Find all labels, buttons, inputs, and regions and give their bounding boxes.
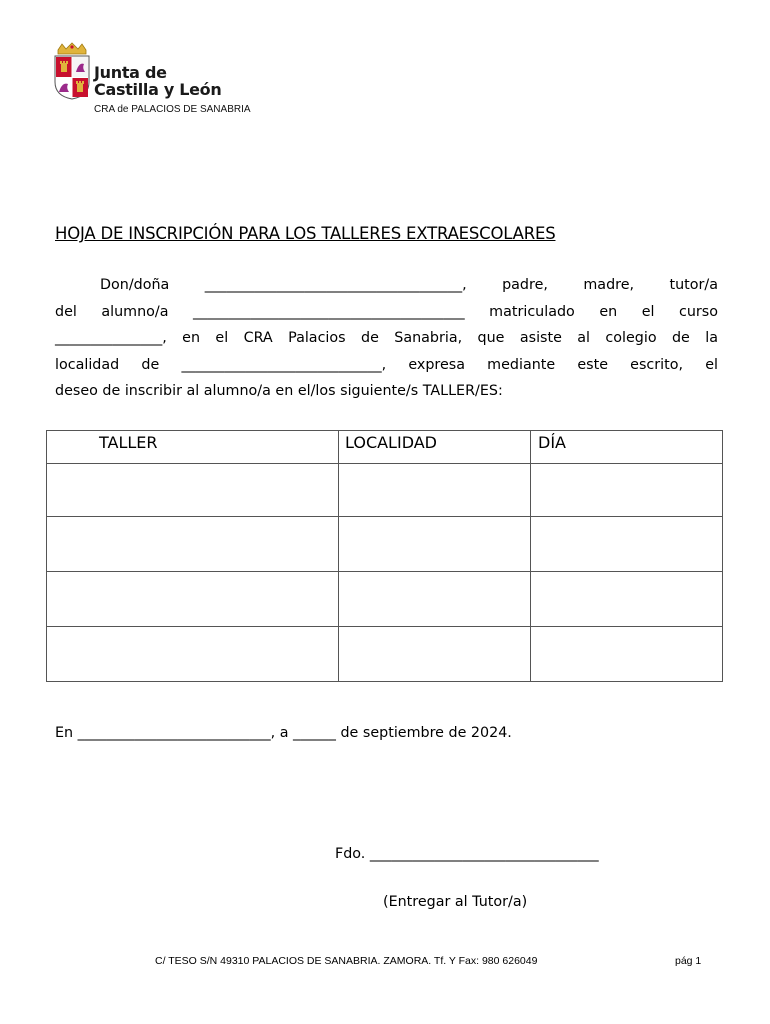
- dia-cell[interactable]: [531, 627, 723, 682]
- localidad-cell[interactable]: [339, 517, 531, 572]
- column-header-taller: TALLER: [47, 431, 339, 464]
- place-date-line: En ___________________________, a ______ de septiembre de 2024.: [55, 725, 512, 741]
- taller-cell[interactable]: [47, 517, 339, 572]
- table-row: [47, 517, 723, 572]
- paragraph-line: localidad de ____________________________, expresa mediante este escrito, el: [55, 356, 718, 373]
- table-header-row: [47, 431, 723, 464]
- school-name: CRA de PALACIOS DE SANABRIA: [94, 104, 251, 115]
- paragraph-line: Don/doña ____________________________________, padre, madre, tutor/a: [100, 277, 718, 293]
- paragraph-line: del alumno/a ______________________________________ matriculado en el curso: [55, 303, 718, 320]
- enrollment-paragraph: [55, 272, 718, 405]
- junta-castilla-leon-shield-icon: [52, 42, 92, 100]
- logo-line-2: Castilla y León: [94, 80, 222, 99]
- table-row: [47, 572, 723, 627]
- logo-line-1: Junta de: [94, 63, 167, 82]
- taller-cell[interactable]: [47, 464, 339, 517]
- column-header-dia: DÍA: [531, 431, 723, 464]
- table-row: [47, 627, 723, 682]
- localidad-cell[interactable]: [339, 572, 531, 627]
- localidad-cell[interactable]: [339, 627, 531, 682]
- dia-cell[interactable]: [531, 517, 723, 572]
- logo-wordmark: [94, 64, 221, 98]
- page-title: HOJA DE INSCRIPCIÓN PARA LOS TALLERES EXTRAESCOLARES: [55, 224, 556, 243]
- signature-line: Fdo. ________________________________: [335, 846, 599, 862]
- workshops-table: [46, 430, 723, 682]
- dia-cell[interactable]: [531, 464, 723, 517]
- deliver-note: (Entregar al Tutor/a): [383, 894, 528, 910]
- localidad-cell[interactable]: [339, 464, 531, 517]
- footer-address: C/ TESO S/N 49310 PALACIOS DE SANABRIA. ZAMORA. Tf. Y Fax: 980 626049: [155, 955, 538, 967]
- dia-cell[interactable]: [531, 572, 723, 627]
- taller-cell[interactable]: [47, 572, 339, 627]
- column-header-localidad: LOCALIDAD: [339, 431, 531, 464]
- taller-cell[interactable]: [47, 627, 339, 682]
- page-number: pág 1: [675, 955, 702, 967]
- table-row: [47, 464, 723, 517]
- paragraph-line: _______________, en el CRA Palacios de Sanabria, que asiste al colegio de la: [55, 330, 718, 346]
- paragraph-line: deseo de inscribir al alumno/a en el/los siguiente/s TALLER/ES:: [55, 383, 503, 399]
